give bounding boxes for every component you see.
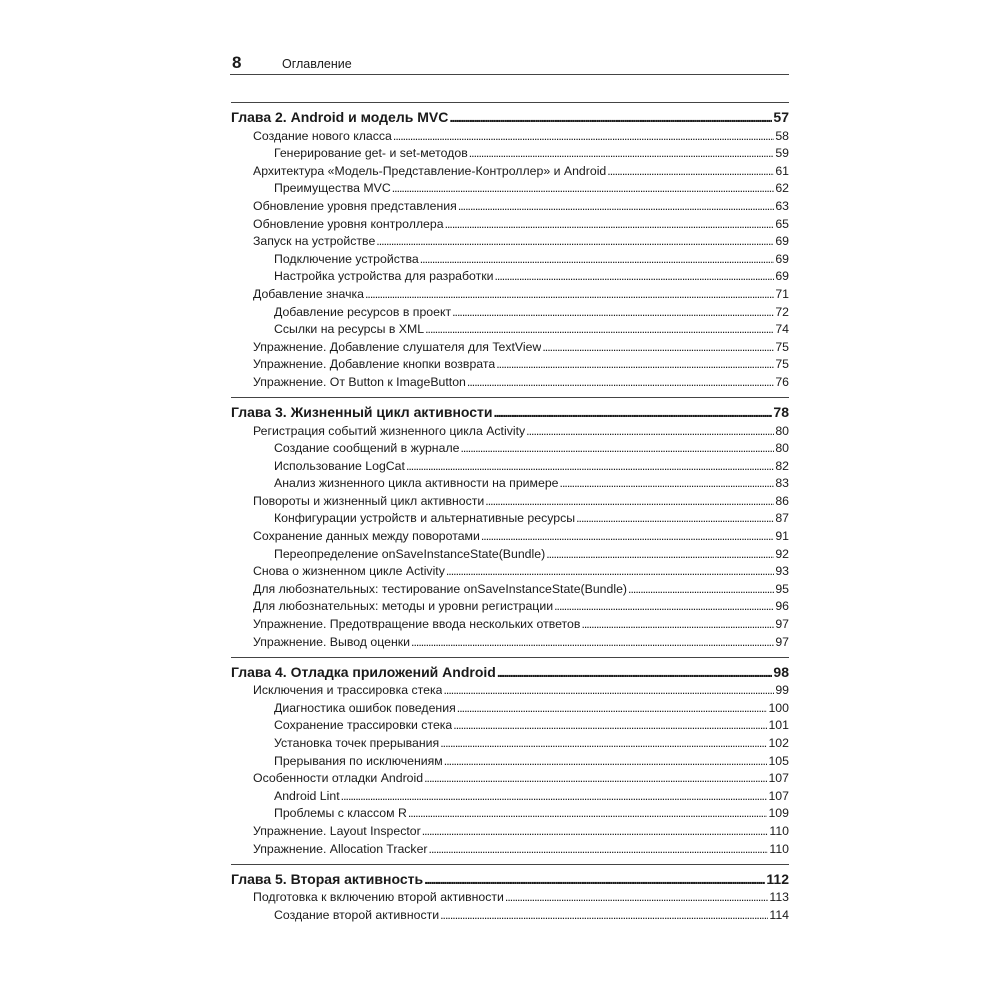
entry-page-number: 110 xyxy=(769,841,789,856)
toc-section-entry[interactable] xyxy=(231,631,789,649)
dot-leader xyxy=(546,548,774,560)
entry-title: Глава 3. Жизненный цикл активности xyxy=(231,403,493,420)
dot-leader xyxy=(467,377,774,389)
entry-page-number: 75 xyxy=(775,357,789,372)
dot-leader xyxy=(496,359,774,371)
entry-page-number: 69 xyxy=(775,234,789,249)
dot-leader xyxy=(449,111,772,125)
page-number: 8 xyxy=(232,53,242,72)
toc-section-entry[interactable] xyxy=(231,213,789,231)
toc-subsection-entry[interactable] xyxy=(231,248,789,266)
dot-leader xyxy=(497,666,773,680)
entry-title: Упражнение. Добавление кнопки возврата xyxy=(253,357,496,372)
entry-title: Преимущества MVC xyxy=(274,181,391,196)
toc-section-entry[interactable] xyxy=(231,596,789,614)
dot-leader xyxy=(341,790,768,802)
entry-title: Диагностика ошибок поведения xyxy=(274,700,456,715)
entry-page-number: 99 xyxy=(775,683,789,698)
dot-leader xyxy=(554,601,774,613)
table-of-contents xyxy=(231,102,789,930)
entry-page-number: 62 xyxy=(775,181,789,196)
entry-title: Архитектура «Модель-Представление-Контроллер» и Android xyxy=(253,163,607,178)
entry-title: Создание нового класса xyxy=(253,128,392,143)
entry-page-number: 93 xyxy=(775,564,789,579)
page-header xyxy=(230,52,789,75)
dot-leader xyxy=(444,755,768,767)
dot-leader xyxy=(429,843,769,855)
entry-title: Добавление значка xyxy=(253,286,364,301)
entry-page-number: 83 xyxy=(775,476,789,491)
chapter-heading[interactable] xyxy=(231,400,789,420)
toc-section-entry[interactable] xyxy=(231,578,789,596)
entry-page-number: 95 xyxy=(775,581,789,596)
toc-subsection-entry[interactable] xyxy=(231,803,789,821)
dot-leader xyxy=(457,703,768,715)
entry-title: Особенности отладки Android xyxy=(253,771,424,786)
entry-title: Создание второй активности xyxy=(274,907,440,922)
entry-title: Для любознательных: методы и уровни регистрации xyxy=(253,599,554,614)
dot-leader xyxy=(392,183,775,195)
toc-subsection-entry[interactable] xyxy=(231,319,789,337)
entry-page-number: 101 xyxy=(768,718,789,733)
entry-title: Использование LogCat xyxy=(274,458,405,473)
entry-page-number: 107 xyxy=(768,788,789,803)
toc-section-entry[interactable] xyxy=(231,561,789,579)
running-title: Оглавление xyxy=(282,57,352,71)
entry-page-number: 91 xyxy=(775,529,789,544)
dot-leader xyxy=(446,566,774,578)
entry-title: Подключение устройства xyxy=(274,251,419,266)
entry-page-number: 97 xyxy=(775,634,789,649)
entry-title: Генерирование get- и set-методов xyxy=(274,146,468,161)
dot-leader xyxy=(560,478,775,490)
dot-leader xyxy=(376,236,774,248)
entry-title: Прерывания по исключениям xyxy=(274,753,443,768)
entry-page-number: 61 xyxy=(775,163,789,178)
entry-title: Упражнение. Layout Inspector xyxy=(253,823,421,838)
entry-page-number: 110 xyxy=(769,823,789,838)
entry-title: Упражнение. Предотвращение ввода нескольких ответов xyxy=(253,617,581,632)
entry-page-number: 105 xyxy=(768,753,789,768)
toc-subsection-entry[interactable] xyxy=(231,715,789,733)
toc-section-entry[interactable] xyxy=(231,887,789,905)
entry-title: Проблемы с классом R xyxy=(274,806,407,821)
entry-title: Упражнение. Добавление слушателя для TextView xyxy=(253,339,542,354)
entry-page-number: 100 xyxy=(768,700,789,715)
dot-leader xyxy=(494,406,773,420)
entry-page-number: 87 xyxy=(775,511,789,526)
toc-subsection-entry[interactable] xyxy=(231,143,789,161)
dot-leader xyxy=(411,636,774,648)
toc-section-entry[interactable] xyxy=(231,160,789,178)
entry-title: Подготовка к включению второй активности xyxy=(253,890,504,905)
entry-page-number: 72 xyxy=(775,304,789,319)
entry-page-number: 75 xyxy=(775,339,789,354)
entry-page-number: 71 xyxy=(775,286,789,301)
entry-page-number: 63 xyxy=(775,198,789,213)
entry-page-number: 80 xyxy=(775,441,789,456)
entry-page-number: 102 xyxy=(768,736,789,750)
toc-subsection-entry[interactable] xyxy=(231,543,789,561)
toc-section-entry[interactable] xyxy=(231,490,789,508)
chapter-heading[interactable] xyxy=(231,105,789,125)
toc-subsection-entry[interactable] xyxy=(231,301,789,319)
entry-title: Снова о жизненном цикле Activity xyxy=(253,564,445,579)
entry-page-number: 59 xyxy=(775,146,789,161)
toc-section-entry[interactable] xyxy=(231,768,789,786)
dot-leader xyxy=(469,148,775,160)
entry-title: Анализ жизненного цикла активности на примере xyxy=(274,476,559,491)
dot-leader xyxy=(420,253,775,265)
entry-title: Сохранение данных между поворотами xyxy=(253,529,480,544)
entry-page-number: 96 xyxy=(775,599,789,614)
toc-subsection-entry[interactable] xyxy=(231,785,789,803)
toc-section-entry[interactable] xyxy=(231,371,789,389)
chapter-heading[interactable] xyxy=(231,867,789,887)
toc-section-entry[interactable] xyxy=(231,820,789,838)
entry-page-number: 82 xyxy=(775,458,789,473)
toc-subsection-entry[interactable] xyxy=(231,438,789,456)
dot-leader xyxy=(495,271,775,283)
entry-title: Переопределение onSaveInstanceState(Bundle) xyxy=(274,546,546,561)
entry-title: Конфигурации устройств и альтернативные ресурсы xyxy=(274,511,576,526)
entry-page-number: 74 xyxy=(775,322,789,337)
toc-subsection-entry[interactable] xyxy=(231,904,789,922)
dot-leader xyxy=(576,513,774,525)
dot-leader xyxy=(408,808,768,820)
toc-subsection-entry[interactable] xyxy=(231,178,789,196)
entry-page-number: 78 xyxy=(773,403,789,420)
dot-leader xyxy=(445,218,775,230)
entry-title: Android Lint xyxy=(274,788,340,803)
toc-subsection-entry[interactable] xyxy=(231,750,789,768)
toc-subsection-entry[interactable] xyxy=(231,473,789,491)
dot-leader xyxy=(458,201,775,213)
entry-page-number: 113 xyxy=(769,890,789,905)
entry-title: Ссылки на ресурсы в XML xyxy=(274,322,425,337)
entry-title: Исключения и трассировка стека xyxy=(253,683,443,698)
toc-section-entry[interactable] xyxy=(231,283,789,301)
dot-leader xyxy=(406,460,774,472)
toc-section-entry[interactable] xyxy=(231,125,789,143)
entry-title: Установка точек прерывания xyxy=(274,736,440,750)
toc-section-entry[interactable] xyxy=(231,195,789,213)
entry-title: Для любознательных: тестирование onSaveInstanceState(Bundle) xyxy=(253,581,628,596)
entry-page-number: 69 xyxy=(775,269,789,284)
entry-title: Регистрация событий жизненного цикла Activity xyxy=(253,423,526,438)
dot-leader xyxy=(393,130,774,142)
dot-leader xyxy=(365,289,774,301)
dot-leader xyxy=(628,584,774,596)
toc-section-entry[interactable] xyxy=(231,525,789,543)
entry-title: Сохранение трассировки стека xyxy=(274,718,453,733)
dot-leader xyxy=(424,773,767,785)
entry-page-number: 57 xyxy=(773,109,789,125)
toc-subsection-entry[interactable] xyxy=(231,732,789,750)
dot-leader xyxy=(422,826,769,838)
entry-page-number: 107 xyxy=(768,771,789,786)
dot-leader xyxy=(440,738,767,750)
toc-subsection-entry[interactable] xyxy=(231,266,789,284)
dot-leader xyxy=(542,341,774,353)
chapter-block xyxy=(231,657,789,856)
entry-page-number: 76 xyxy=(775,374,789,389)
dot-leader xyxy=(443,685,774,697)
entry-page-number: 65 xyxy=(775,216,789,231)
entry-page-number: 58 xyxy=(775,128,789,143)
entry-page-number: 98 xyxy=(773,663,789,680)
dot-leader xyxy=(424,873,765,887)
entry-page-number: 92 xyxy=(775,546,789,561)
dot-leader xyxy=(425,324,774,336)
dot-leader xyxy=(453,720,767,732)
chapter-block xyxy=(231,397,789,649)
dot-leader xyxy=(481,531,774,543)
entry-title: Глава 2. Android и модель MVC xyxy=(231,109,449,125)
toc-section-entry[interactable] xyxy=(231,231,789,249)
entry-title: Настройка устройства для разработки xyxy=(274,269,494,284)
entry-title: Добавление ресурсов в проект xyxy=(274,304,452,319)
entry-page-number: 109 xyxy=(768,806,789,821)
entry-page-number: 97 xyxy=(775,617,789,632)
chapter-heading[interactable] xyxy=(231,660,789,680)
dot-leader xyxy=(460,443,774,455)
entry-page-number: 80 xyxy=(775,423,789,438)
entry-title: Глава 5. Вторая активность xyxy=(231,870,424,887)
toc-section-entry[interactable] xyxy=(231,680,789,698)
entry-title: Запуск на устройстве xyxy=(253,234,376,249)
toc-subsection-entry[interactable] xyxy=(231,508,789,526)
entry-title: Глава 4. Отладка приложений Android xyxy=(231,663,496,680)
toc-section-entry[interactable] xyxy=(231,420,789,438)
toc-subsection-entry[interactable] xyxy=(231,455,789,473)
toc-section-entry[interactable] xyxy=(231,838,789,856)
dot-leader xyxy=(440,909,768,921)
dot-leader xyxy=(505,892,769,904)
entry-page-number: 114 xyxy=(769,907,789,922)
entry-title: Обновление уровня контроллера xyxy=(253,216,444,231)
chapter-block xyxy=(231,864,789,922)
dot-leader xyxy=(607,165,774,177)
entry-title: Создание сообщений в журнале xyxy=(274,441,460,456)
dot-leader xyxy=(581,619,774,631)
entry-title: Упражнение. Allocation Tracker xyxy=(253,841,428,856)
dot-leader xyxy=(485,496,774,508)
dot-leader xyxy=(526,425,774,437)
toc-section-entry[interactable] xyxy=(231,336,789,354)
chapter-block xyxy=(231,102,789,389)
toc-section-entry[interactable] xyxy=(231,354,789,372)
entry-page-number: 86 xyxy=(775,493,789,508)
toc-section-entry[interactable] xyxy=(231,613,789,631)
entry-title: Повороты и жизненный цикл активности xyxy=(253,493,485,508)
entry-title: Обновление уровня представления xyxy=(253,198,457,213)
entry-title: Упражнение. Вывод оценки xyxy=(253,634,411,649)
entry-title: Упражнение. От Button к ImageButton xyxy=(253,374,466,389)
entry-page-number: 69 xyxy=(775,251,789,266)
dot-leader xyxy=(452,306,774,318)
entry-page-number: 112 xyxy=(766,870,789,887)
toc-subsection-entry[interactable] xyxy=(231,697,789,715)
